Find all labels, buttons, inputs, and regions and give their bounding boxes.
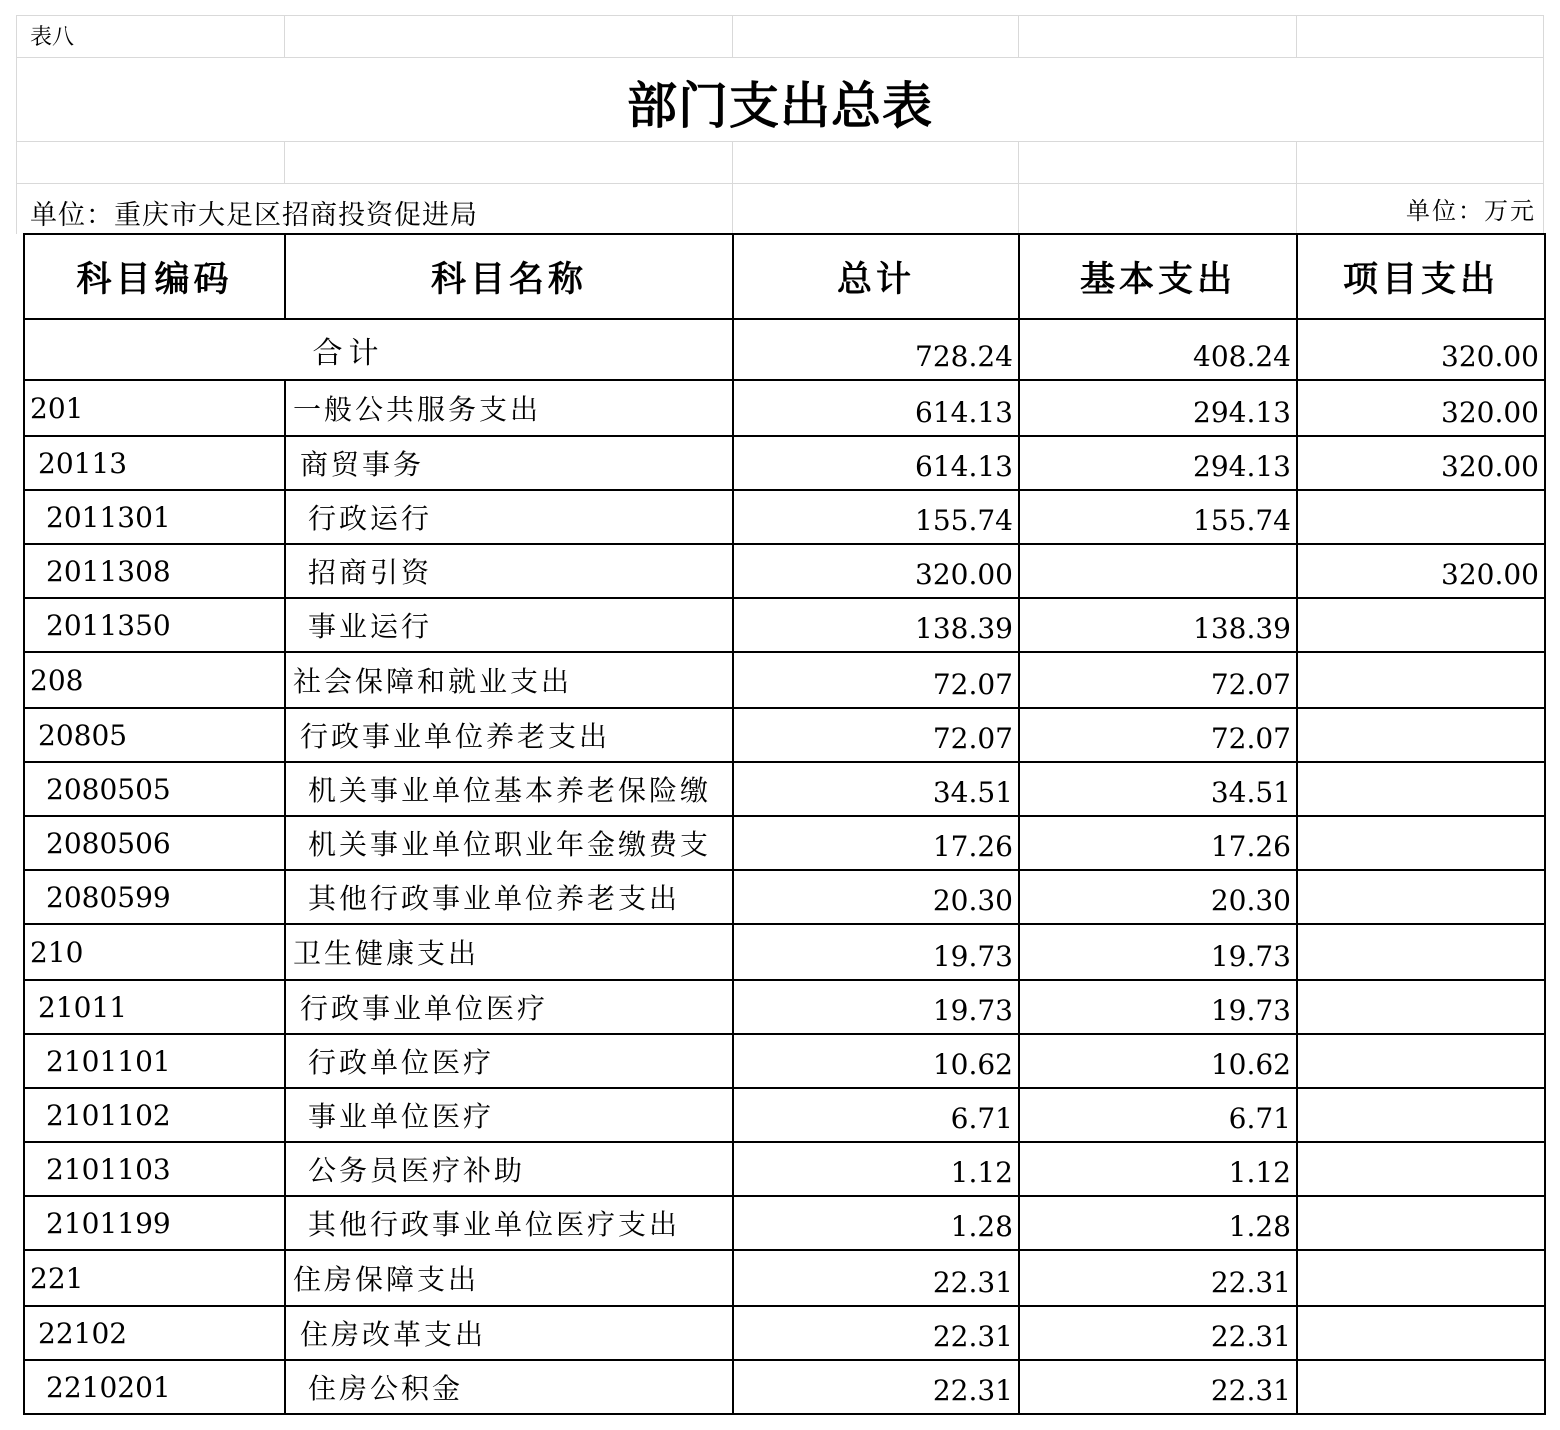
cell-basic: 72.07 (1019, 652, 1297, 708)
cell-project: 320.00 (1297, 380, 1545, 436)
table-row (24, 652, 1545, 708)
cell-name: 事业运行 (285, 598, 733, 652)
cell-name: 行政事业单位医疗 (285, 980, 733, 1034)
cell-code: 201 (24, 380, 285, 436)
table-row (24, 544, 1545, 598)
cell-project (1297, 708, 1545, 762)
cell-name: 住房保障支出 (285, 1250, 733, 1306)
cell-code: 2011350 (24, 598, 285, 652)
cell-code: 2080599 (24, 870, 285, 924)
cell-name: 社会保障和就业支出 (285, 652, 733, 708)
cell-project (1297, 1360, 1545, 1414)
cell-code: 22102 (24, 1306, 285, 1360)
cell-code: 2101102 (24, 1088, 285, 1142)
table-row (24, 1034, 1545, 1088)
cell-total: 1.12 (733, 1142, 1019, 1196)
header-basic: 基本支出 (1019, 234, 1297, 319)
cell-total: 614.13 (733, 436, 1019, 490)
expenditure-table (23, 233, 1546, 1415)
cell-code: 2101103 (24, 1142, 285, 1196)
page-title: 部门支出总表 (627, 76, 933, 135)
cell-basic: 138.39 (1019, 598, 1297, 652)
cell-basic: 6.71 (1019, 1088, 1297, 1142)
cell-basic: 294.13 (1019, 380, 1297, 436)
cell-basic: 155.74 (1019, 490, 1297, 544)
cell-basic: 72.07 (1019, 708, 1297, 762)
cell-project (1297, 1306, 1545, 1360)
cell-project (1297, 1196, 1545, 1250)
cell-code: 21011 (24, 980, 285, 1034)
cell-project: 320.00 (1297, 544, 1545, 598)
cell-code: 2011301 (24, 490, 285, 544)
cell-total: 34.51 (733, 762, 1019, 816)
cell-name: 事业单位医疗 (285, 1088, 733, 1142)
table-row (24, 1196, 1545, 1250)
cell-total: 20.30 (733, 870, 1019, 924)
cell-basic: 19.73 (1019, 980, 1297, 1034)
cell-project (1297, 1088, 1545, 1142)
cell-project (1297, 1142, 1545, 1196)
cell-name: 行政事业单位养老支出 (285, 708, 733, 762)
cell-project (1297, 490, 1545, 544)
cell-code: 210 (24, 924, 285, 980)
table-row (24, 1088, 1545, 1142)
header-row (24, 234, 1545, 319)
cell-name: 住房公积金 (285, 1360, 733, 1414)
cell-total: 22.31 (733, 1250, 1019, 1306)
header-code: 科目编码 (24, 234, 285, 319)
cell-total: 155.74 (733, 490, 1019, 544)
cell-total: 22.31 (733, 1360, 1019, 1414)
cell-total: 17.26 (733, 816, 1019, 870)
cell-total: 1.28 (733, 1196, 1019, 1250)
cell-total: 320.00 (733, 544, 1019, 598)
cell-total: 22.31 (733, 1306, 1019, 1360)
sheet-tag: 表八 (30, 25, 75, 50)
cell-name: 行政运行 (285, 490, 733, 544)
cell-name: 商贸事务 (285, 436, 733, 490)
table-row (24, 598, 1545, 652)
cell-project (1297, 1250, 1545, 1306)
table-row (24, 708, 1545, 762)
table-row (24, 980, 1545, 1034)
cell-name: 机关事业单位基本养老保险缴 (285, 762, 733, 816)
cell-basic: 19.73 (1019, 924, 1297, 980)
cell-basic: 17.26 (1019, 816, 1297, 870)
table-row (24, 1360, 1545, 1414)
cell-code: 20113 (24, 436, 285, 490)
cell-total: 614.13 (733, 380, 1019, 436)
header-project: 项目支出 (1297, 234, 1545, 319)
total-project: 320.00 (1297, 319, 1545, 380)
cell-total: 19.73 (733, 924, 1019, 980)
cell-name: 招商引资 (285, 544, 733, 598)
table-row (24, 816, 1545, 870)
cell-project (1297, 980, 1545, 1034)
cell-basic (1019, 544, 1297, 598)
cell-basic: 22.31 (1019, 1360, 1297, 1414)
cell-name: 一般公共服务支出 (285, 380, 733, 436)
cell-project (1297, 598, 1545, 652)
table-row (24, 1306, 1545, 1360)
cell-name: 其他行政事业单位医疗支出 (285, 1196, 733, 1250)
table-row (24, 1142, 1545, 1196)
cell-basic: 294.13 (1019, 436, 1297, 490)
cell-project (1297, 870, 1545, 924)
cell-code: 208 (24, 652, 285, 708)
cell-basic: 20.30 (1019, 870, 1297, 924)
cell-code: 2080506 (24, 816, 285, 870)
cell-code: 2210201 (24, 1360, 285, 1414)
cell-code: 2080505 (24, 762, 285, 816)
department-unit-label: 单位：重庆市大足区招商投资促进局 (30, 200, 478, 231)
currency-unit-label: 单位：万元 (1406, 197, 1536, 225)
table-row (24, 380, 1545, 436)
cell-basic: 34.51 (1019, 762, 1297, 816)
cell-total: 72.07 (733, 652, 1019, 708)
cell-project (1297, 762, 1545, 816)
cell-code: 2011308 (24, 544, 285, 598)
cell-project: 320.00 (1297, 436, 1545, 490)
cell-code: 20805 (24, 708, 285, 762)
cell-name: 卫生健康支出 (285, 924, 733, 980)
total-basic: 408.24 (1019, 319, 1297, 380)
cell-total: 72.07 (733, 708, 1019, 762)
cell-total: 6.71 (733, 1088, 1019, 1142)
table-row (24, 490, 1545, 544)
cell-code: 221 (24, 1250, 285, 1306)
cell-name: 公务员医疗补助 (285, 1142, 733, 1196)
cell-project (1297, 924, 1545, 980)
cell-total: 10.62 (733, 1034, 1019, 1088)
header-name: 科目名称 (285, 234, 733, 319)
total-row (24, 319, 1545, 380)
cell-name: 行政单位医疗 (285, 1034, 733, 1088)
total-label: 合计 (24, 319, 733, 380)
table-row (24, 436, 1545, 490)
cell-project (1297, 1034, 1545, 1088)
cell-basic: 10.62 (1019, 1034, 1297, 1088)
cell-name: 住房改革支出 (285, 1306, 733, 1360)
table-row (24, 1250, 1545, 1306)
table-row (24, 870, 1545, 924)
cell-code: 2101199 (24, 1196, 285, 1250)
cell-basic: 22.31 (1019, 1250, 1297, 1306)
cell-project (1297, 652, 1545, 708)
cell-basic: 1.28 (1019, 1196, 1297, 1250)
cell-basic: 22.31 (1019, 1306, 1297, 1360)
header-total: 总计 (733, 234, 1019, 319)
table-row (24, 762, 1545, 816)
cell-total: 19.73 (733, 980, 1019, 1034)
total-sum: 728.24 (733, 319, 1019, 380)
cell-name: 机关事业单位职业年金缴费支 (285, 816, 733, 870)
cell-basic: 1.12 (1019, 1142, 1297, 1196)
cell-project (1297, 816, 1545, 870)
table-row (24, 924, 1545, 980)
cell-code: 2101101 (24, 1034, 285, 1088)
cell-name: 其他行政事业单位养老支出 (285, 870, 733, 924)
cell-total: 138.39 (733, 598, 1019, 652)
